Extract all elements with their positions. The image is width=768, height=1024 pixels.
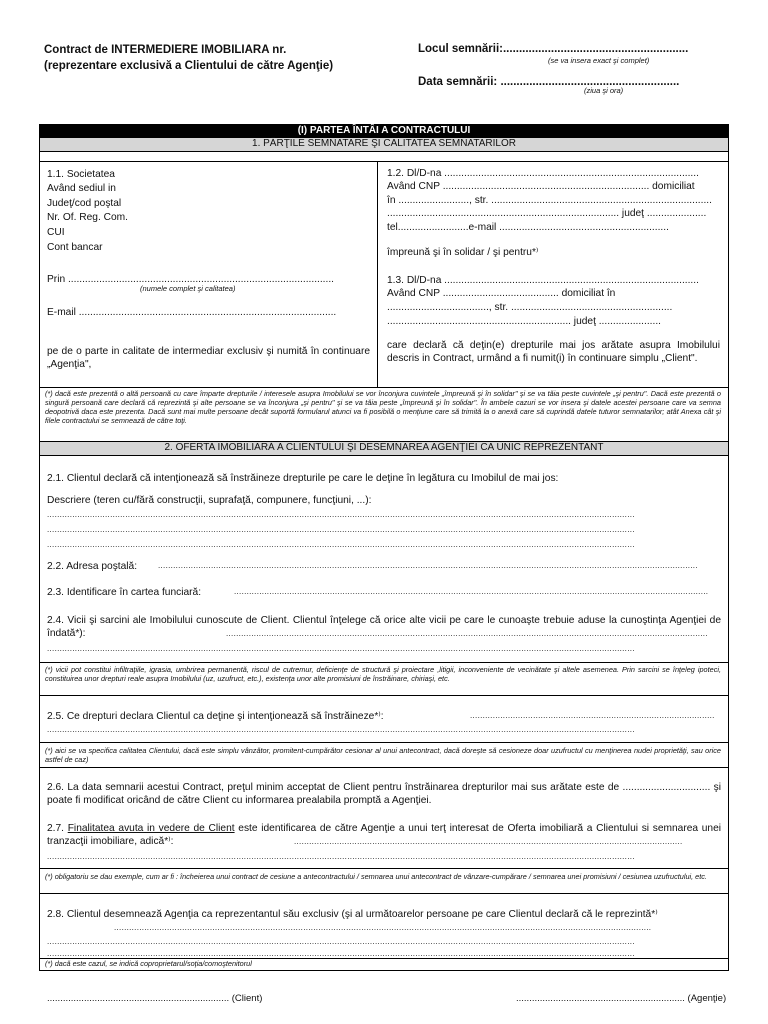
fill-line: ......................................................................................................................................................................................................................................... (47, 644, 635, 653)
reg-com-label: Nr. Of. Reg. Com. (47, 212, 128, 223)
fill-line: ......................................................................................................................................................................................................................................... (47, 937, 635, 946)
data-semnarii: Data semnării: ........................................................ (418, 76, 680, 88)
column-divider (377, 161, 378, 387)
impreuna-solidar: împreună şi în solidar / şi pentru*⁾ (387, 247, 539, 258)
part1-title: (I) PARTEA ÎNTÂI A CONTRACTULUI (40, 125, 728, 138)
clause-2-7-underlined: Finalitatea avuta in vedere de Client (67, 823, 235, 834)
footnote-2-7: (*) obligatoriu se dau exemple, cum ar fi : încheierea unui contract de cesiune a antecontractului / semnarea unui antecontract de vânzare-cumpărare / semnarea unei promisiuni / cesiunea uzufructului, etc. (45, 872, 707, 881)
contract-frame (39, 124, 729, 971)
footnote-2-5: (*) aici se va specifica calitatea Clientului, dacă este simplu vânzător, promitent-cumpărător cesionar al unui antecontract, dacă doreşte să cesioneze doar uzufructul cu menţinerea nudei proprietăţi, sau orice astfel de caz) (45, 746, 721, 764)
clause-2-1: 2.1. Clientul declară că intenţionează să înstrăineze drepturile pe care le deţine în legătura cu Imobilul de mai jos: (47, 473, 559, 484)
section1-title: 1. PĂRŢILE SEMNATARE ŞI CALITATEA SEMNATARILOR (40, 138, 728, 152)
agentie-signature: ................................................................ (Agenţie) (516, 993, 727, 1004)
cnp-2: Având CNP ......................................... domiciliat în (387, 288, 616, 299)
email-field: E-mail ........................................................................................... (47, 307, 337, 318)
contract-title-line2: (reprezentare exclusivă a Clientului de către Agenţie) (44, 60, 334, 72)
fill-line: ......................................................................................................................................................................................................................................... (47, 510, 635, 519)
client-signature: ..................................................................... (Client) (47, 993, 263, 1004)
divider (40, 868, 728, 869)
dl-dna-2: 1.3. Dl/D-na .......................................................................................... (387, 275, 699, 286)
clause-2-7-text: este identificarea de către Agenţie a unui terţ interesat de Oferta imobiliară a Clientului si semnarea unei tranzacţii imobiliare, adică*⁾: (47, 823, 722, 847)
footnote-2-4: (*) vicii pot constitui infiltraţiile, igrasia, umbrirea permanentă, riscul de cutremur, deficienţe de structură şi proiectare ,litigii, inconveniente de vecinătate şi altele asemenea. Prin sarcini se înţeleg ipoteci, constituirea unor drepturi reale asupra Imobilului (uz, uzufruct, etc.), existenţa unor alte promisiuni de înstrăinare, chiriaşi, etc. (45, 665, 721, 683)
divider (40, 387, 728, 388)
clause-2-2: 2.2. Adresa poştală: (47, 561, 138, 572)
data-note: (ziua şi ora) (584, 86, 624, 95)
divider (40, 893, 728, 894)
divider (40, 695, 728, 696)
cont-bancar-label: Cont bancar (47, 242, 103, 253)
clause-2-3: 2.3. Identificare în cartea funciară: (47, 587, 202, 598)
footnote-2-8: (*) dacă este cazul, se indică coproprietarul/soţia/comoştenitorul (45, 959, 252, 968)
prin-field: Prin .............................................................................................. (47, 274, 335, 285)
clause-2-1-descriere: Descriere (teren cu/fără construcţii, suprafaţă, compunere, funcţiuni, ...): (47, 495, 372, 506)
divider (40, 767, 728, 768)
fill-line: ..................................................................................................................................................................................................................... (114, 923, 652, 932)
fill-line: ...................................................................................................................................................................................................................... (158, 561, 698, 570)
dl-dna-1: 1.2. Dl/D-na .......................................................................................... (387, 168, 699, 179)
judet-2: ................................................................. judeţ ...................... (387, 316, 661, 327)
judet-1: .................................................................................. judeţ ..................... (387, 208, 707, 219)
fill-line: ......................................................................................................................................................................................................................................... (47, 725, 635, 734)
str-1: în ........................., str. .............................................................................. (387, 195, 712, 206)
divider (40, 662, 728, 663)
fill-line: ......................................................................................................................................................................................................................................... (47, 949, 635, 958)
sediul-label: Având sediul in (47, 183, 116, 194)
clause-2-7-number: 2.7. (47, 823, 68, 834)
divider (40, 742, 728, 743)
footnote-parties: (*) dacă este prezentă o altă persoană cu care împarte drepturile / interesele asupra Imobilului se vor înconjura cuvintele „împreună şi în solidar" şi se va tăia peste cuvintele „şi pentru". Dacă este prezentă o singură persoană care declară că reprezintă şi alte persoane se va înconjura „şi pentru" şi se va tăia peste „împreună şi în solidar". În ambele cazuri se vor insera şi datele acestei persoane care va semna deopotrivă daca este prezenta. Dacă sunt mai multe persoane decât suportă formularul atunci va fi posibilă o menţiune care să trimită la o anexă care să cuprindă datele tuturor semnatarilor; atât Anexa cât şi filele contractului se semnează de către toţi. (45, 389, 721, 425)
fill-line: ......................................................................................................................................................................................................................................... (47, 540, 635, 549)
contract-title-line1: Contract de INTERMEDIERE IMOBILIARA nr. (44, 44, 287, 56)
judet-label: Judeţ/cod poştal (47, 198, 122, 209)
contract-title (44, 42, 333, 74)
clause-2-6: 2.6. La data semnarii acestui Contract, preţul minim acceptat de Client pentru înstrăinarea drepturilor mai sus arătate este de ............................... şi poate fi modificat oricând de către Client cu informarea prealabila promptă a Agenţiei. (47, 782, 721, 806)
clause-2-4: 2.4. Vicii şi sarcini ale Imobilului cunoscute de Client. Clientul înţelege că orice alte vicii pe care le cunoaşte trebuie aduse la cunoştinţa Agenţiei de îndată*): (47, 615, 721, 639)
str-2: ...................................., str. ......................................................... (387, 302, 673, 313)
clause-2-5: 2.5. Ce drepturi declara Clientul ca deţine şi intenţionează să înstrăineze*⁾: (47, 711, 384, 722)
fill-line: ......................................................................................................................................................................................................................................... (47, 525, 635, 534)
clause-2-8: 2.8. Clientul desemnează Agenţia ca reprezentantul său exclusiv (şi al următoarelor persoane pe care Clientul declară că le reprezintă*⁾ (47, 909, 658, 920)
section2-title: 2. OFERTA IMOBILIARĂ A CLIENTULUI ŞI DESEMNAREA AGENŢIEI CA UNIC REPREZENTANT (40, 442, 728, 456)
loc-semnarii: Locul semnării:.......................................................... (418, 43, 689, 55)
fill-line: ......................................................................................................................................................................................................................................... (47, 852, 635, 861)
fill-line: .......................................................................................................................................................... (294, 837, 683, 846)
agentie-declaration: pe de o parte in calitate de intermediar exclusiv şi numită în continuare „Agenţia", (47, 346, 370, 370)
fill-line: ................................................................................................. (470, 711, 715, 720)
fill-line: ............................................................................................................................................................................................... (226, 629, 708, 638)
divider (40, 161, 728, 162)
client-declaration: care declară că deţin(e) drepturile mai jos arătate asupra Imobilului descris in Contract, urmând a fi numit(i) în continuare simplu „Client". (387, 340, 720, 364)
societatea-label: 1.1. Societatea (47, 169, 115, 180)
tel-email-1: tel.........................e-mail ............................................................ (387, 222, 669, 233)
loc-note: (se va insera exact şi complet) (548, 56, 650, 65)
cui-label: CUI (47, 227, 65, 238)
prin-note: (numele complet şi calitatea) (140, 284, 236, 293)
fill-line: ............................................................................................................................................................................................ (234, 587, 709, 596)
cnp-1: Având CNP ......................................................................... domiciliat (387, 181, 695, 192)
